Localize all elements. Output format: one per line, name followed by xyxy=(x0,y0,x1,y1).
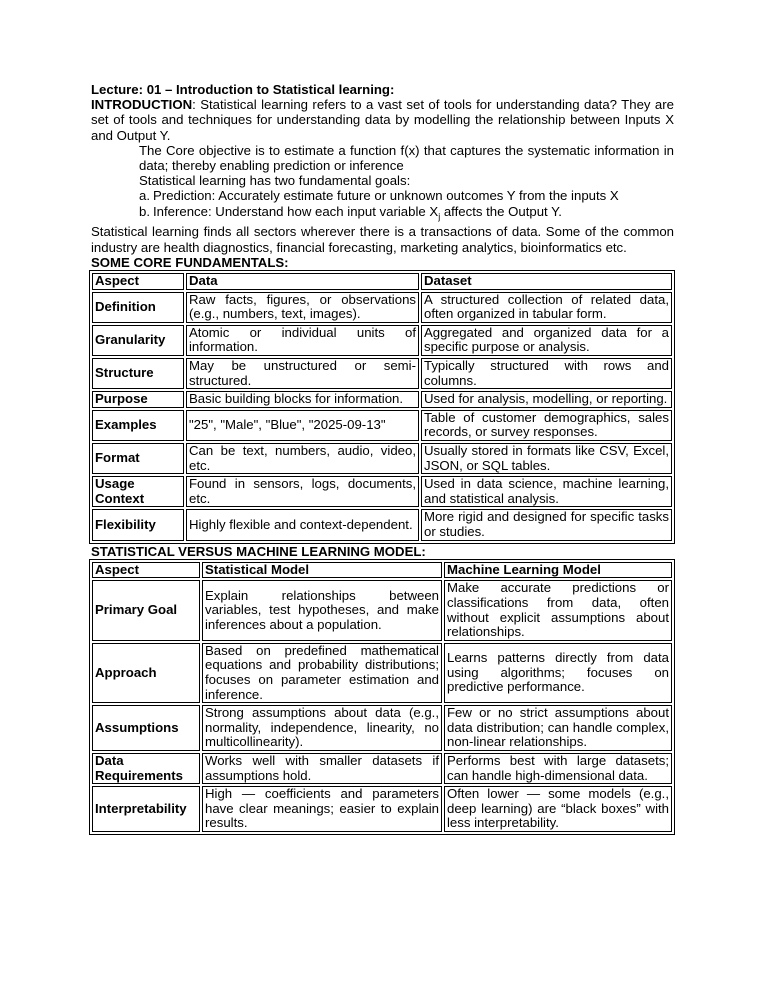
goal-inference: b. Inference: Understand how each input variable $X_j$ affects the Output Y. xyxy=(139,203,562,222)
aspect-cell: Usage Context xyxy=(92,476,184,507)
aspect-cell: Assumptions xyxy=(92,705,200,751)
goal-prediction: a. Prediction: Accurately estimate future or unknown outcomes Y from the inputs X xyxy=(139,188,619,204)
dataset-cell: Used in data science, machine learning, and statistical analysis. xyxy=(421,476,672,507)
list-marker: a. xyxy=(139,188,150,204)
table-row xyxy=(92,753,672,784)
column-header: Aspect xyxy=(92,562,200,579)
intro-text: : Statistical learning refers to a vast set of tools for understanding data? They are set of tools and techniques for understanding data by modelling the relationship between Inputs X and Output Y. xyxy=(91,97,674,143)
table-row xyxy=(92,786,672,832)
table-row xyxy=(92,325,672,356)
table-row xyxy=(92,580,672,640)
table-row xyxy=(92,476,672,507)
dataset-cell: Used for analysis, modelling, or reporting. xyxy=(421,391,672,408)
comparison-table xyxy=(89,559,675,835)
column-header: Data xyxy=(186,273,419,290)
column-header: Dataset xyxy=(421,273,672,290)
aspect-cell: Purpose xyxy=(92,391,184,408)
statistical-cell: Strong assumptions about data (e.g., normality, independence, linearity, no multicollinearity). xyxy=(202,705,442,751)
statistical-cell: High — coefficients and parameters have clear meanings; easier to explain results. xyxy=(202,786,442,832)
core-objective: The Core objective is to estimate a function f(x) that captures the systematic information in data; thereby enabling prediction or inference xyxy=(139,142,674,174)
aspect-cell: Structure xyxy=(92,358,184,389)
aspect-cell: Flexibility xyxy=(92,509,184,540)
column-header: Statistical Model xyxy=(202,562,442,579)
aspect-cell: Definition xyxy=(92,292,184,323)
data-cell: Highly flexible and context-dependent. xyxy=(186,509,419,540)
aspect-cell: Examples xyxy=(92,410,184,441)
aspect-cell: Format xyxy=(92,443,184,474)
table-row xyxy=(92,705,672,751)
ml-cell: Often lower — some models (e.g., deep learning) are “black boxes” with less interpretability. xyxy=(444,786,672,832)
dataset-cell: A structured collection of related data, often organized in tabular form. xyxy=(421,292,672,323)
dataset-cell: Usually stored in formats like CSV, Excel, JSON, or SQL tables. xyxy=(421,443,672,474)
table-row xyxy=(92,292,672,323)
fundamentals-heading: SOME CORE FUNDAMENTALS: xyxy=(91,254,289,270)
table-row xyxy=(92,509,672,540)
column-header: Machine Learning Model xyxy=(444,562,672,579)
aspect-cell: Primary Goal xyxy=(92,580,200,640)
aspect-cell: Data Requirements xyxy=(92,753,200,784)
lecture-title: Lecture: 01 – Introduction to Statistical learning: xyxy=(91,82,395,97)
ml-cell: Few or no strict assumptions about data distribution; can handle complex, non-linear relationships. xyxy=(444,705,672,751)
aspect-cell: Interpretability xyxy=(92,786,200,832)
data-cell: Raw facts, figures, or observations (e.g., numbers, text, images). xyxy=(186,292,419,323)
sectors-paragraph: Statistical learning finds all sectors wherever there is a transactions of data. Some of the common industry are health diagnostics, financial forecasting, marketing analytics, bioinformatics etc. xyxy=(91,224,674,255)
ml-cell: Learns patterns directly from data using algorithms; focuses on predictive performance. xyxy=(444,643,672,703)
table-row xyxy=(92,391,672,408)
statistical-cell: Explain relationships between variables, test hypotheses, and make inferences about a population. xyxy=(202,580,442,640)
statistical-cell: Works well with smaller datasets if assumptions hold. xyxy=(202,753,442,784)
data-cell: May be unstructured or semi-structured. xyxy=(186,358,419,389)
table-row xyxy=(92,643,672,703)
data-cell: Atomic or individual units of information. xyxy=(186,325,419,356)
data-cell: Basic building blocks for information. xyxy=(186,391,419,408)
intro-label: INTRODUCTION xyxy=(91,97,193,113)
ml-cell: Performs best with large datasets; can handle high-dimensional data. xyxy=(444,753,672,784)
table-header-row xyxy=(92,562,672,579)
aspect-cell: Approach xyxy=(92,643,200,703)
table-row xyxy=(92,443,672,474)
data-cell: Found in sensors, logs, documents, etc. xyxy=(186,476,419,507)
document-page xyxy=(91,82,674,835)
fundamentals-table xyxy=(89,270,675,544)
list-marker: b. xyxy=(139,203,150,219)
dataset-cell: More rigid and designed for specific tasks or studies. xyxy=(421,509,672,540)
statistical-cell: Based on predefined mathematical equations and probability distributions; focuses on parameter estimation and inference. xyxy=(202,643,442,703)
dataset-cell: Table of customer demographics, sales records, or survey responses. xyxy=(421,410,672,441)
table-header-row xyxy=(92,273,672,290)
data-cell: "25", "Male", "Blue", "2025-09-13" xyxy=(186,410,419,441)
goals-intro: Statistical learning has two fundamental goals: xyxy=(139,173,411,189)
table-row xyxy=(92,410,672,441)
data-cell: Can be text, numbers, audio, video, etc. xyxy=(186,443,419,474)
aspect-cell: Granularity xyxy=(92,325,184,356)
intro-paragraph xyxy=(91,97,674,143)
table-row xyxy=(92,358,672,389)
column-header: Aspect xyxy=(92,273,184,290)
ml-cell: Make accurate predictions or classifications from data, often without explicit assumptions about relationships. xyxy=(444,580,672,640)
dataset-cell: Aggregated and organized data for a specific purpose or analysis. xyxy=(421,325,672,356)
comparison-heading: STATISTICAL VERSUS MACHINE LEARNING MODEL: xyxy=(91,543,426,559)
dataset-cell: Typically structured with rows and columns. xyxy=(421,358,672,389)
